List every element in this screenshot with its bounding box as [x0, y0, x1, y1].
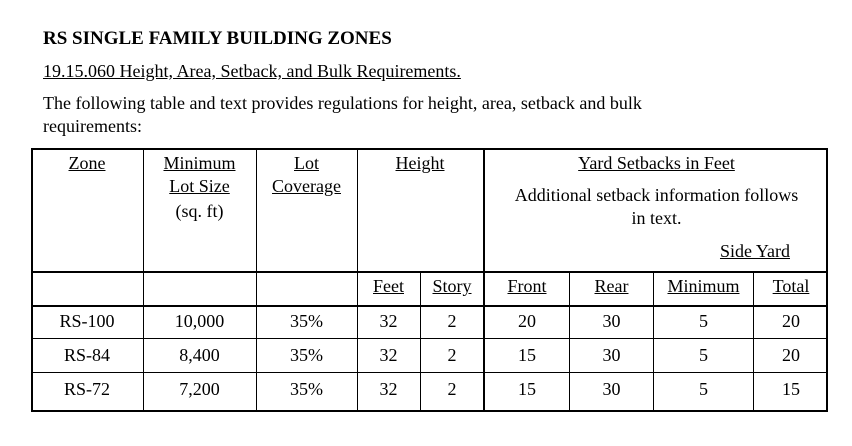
cell-minimum: 5 — [699, 311, 708, 331]
cell-lot-size: 7,200 — [179, 379, 220, 399]
section-title: 19.15.060 Height, Area, Setback, and Bulk Requirements. — [43, 61, 461, 81]
cell-zone: RS-72 — [63, 379, 110, 399]
cell-coverage: 35% — [290, 379, 323, 399]
header-feet: Feet — [373, 276, 404, 296]
header-min-lot-size-3: (sq. ft) — [175, 201, 224, 221]
rule-row-2 — [31, 372, 828, 373]
cell-total: 20 — [782, 345, 800, 365]
cell-front: 20 — [518, 311, 536, 331]
header-yard-note-2: in text. — [631, 208, 682, 228]
rule-row-1 — [31, 338, 828, 339]
header-yard-setbacks: Yard Setbacks in Feet — [578, 153, 735, 173]
header-height: Height — [395, 153, 445, 173]
cell-feet: 32 — [379, 345, 398, 365]
cell-rear: 30 — [602, 345, 621, 365]
cell-story: 2 — [447, 311, 457, 331]
header-side-yard: Side Yard — [719, 241, 790, 261]
header-rear: Rear — [594, 276, 629, 296]
header-min-lot-size-2: Lot Size — [169, 176, 230, 196]
cell-minimum: 5 — [699, 345, 708, 365]
header-zone: Zone — [68, 153, 106, 173]
cell-front: 15 — [518, 379, 536, 399]
header-minimum: Minimum — [667, 276, 740, 296]
header-story: Story — [432, 276, 472, 296]
cell-rear: 30 — [602, 379, 621, 399]
cell-total: 15 — [782, 379, 800, 399]
page-heading: RS SINGLE FAMILY BUILDING ZONES — [43, 28, 392, 49]
cell-story: 2 — [447, 345, 457, 365]
header-min-lot-size-1: Minimum — [163, 153, 236, 173]
rule-header-bottom — [31, 305, 828, 307]
cell-front: 15 — [518, 345, 536, 365]
intro-text: The following table and text provides regulations for height, area, setback and bulk — [43, 93, 642, 113]
cell-feet: 32 — [379, 379, 398, 399]
header-total: Total — [772, 276, 810, 296]
cell-story: 2 — [447, 379, 457, 399]
cell-rear: 30 — [602, 311, 621, 331]
header-front: Front — [507, 276, 547, 296]
cell-lot-size: 10,000 — [174, 311, 225, 331]
intro-text-continued: requirements: — [43, 116, 142, 136]
cell-zone: RS-100 — [59, 311, 115, 331]
cell-feet: 32 — [379, 311, 398, 331]
header-yard-note-1: Additional setback information follows — [514, 185, 799, 205]
cell-coverage: 35% — [290, 345, 323, 365]
header-lot-coverage-1: Lot — [294, 153, 319, 173]
rule-subheader — [31, 271, 828, 273]
cell-total: 20 — [782, 311, 800, 331]
cell-minimum: 5 — [699, 379, 708, 399]
cell-zone: RS-84 — [63, 345, 110, 365]
header-lot-coverage-2: Coverage — [272, 176, 341, 196]
cell-lot-size: 8,400 — [179, 345, 220, 365]
cell-coverage: 35% — [290, 311, 323, 331]
